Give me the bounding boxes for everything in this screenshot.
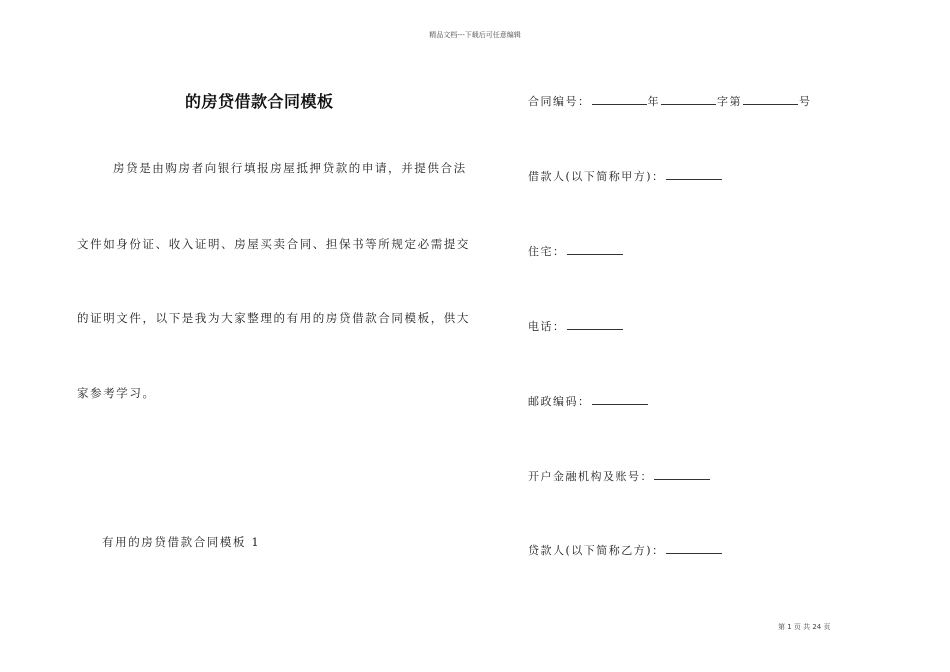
borrower-blank[interactable] (666, 168, 722, 180)
intro-line-2: 文件如身份证、收入证明、房屋买卖合同、担保书等所规定必需提交 (77, 237, 470, 251)
lender-field (528, 542, 723, 558)
contract-hao-label: 号 (799, 95, 812, 108)
residence-blank[interactable] (567, 243, 623, 255)
postal-code-label: 邮政编码： (528, 395, 591, 408)
postal-code-field (528, 393, 649, 409)
phone-blank[interactable] (567, 318, 623, 330)
section-heading: 有用的房贷借款合同模板 1 (102, 535, 261, 549)
lender-blank[interactable] (666, 542, 722, 554)
contract-zi-label: 字第 (717, 95, 742, 108)
borrower-field (528, 168, 723, 184)
phone-label: 电话： (528, 320, 566, 333)
contract-year-blank[interactable] (592, 93, 647, 105)
residence-label: 住宅： (528, 245, 566, 258)
residence-field (528, 243, 624, 259)
postal-code-blank[interactable] (592, 393, 648, 405)
bank-account-field (528, 468, 711, 484)
intro-line-3: 的证明文件，以下是我为大家整理的有用的房贷借款合同模板，供大 (77, 311, 470, 325)
header-note: 精品文档---下载后可任意编辑 (429, 31, 521, 39)
contract-year-label: 年 (647, 95, 660, 108)
page-number-footer: 第 1 页 共 24 页 (778, 623, 831, 631)
contract-number-field (528, 93, 812, 109)
phone-field (528, 318, 624, 334)
contract-number-label: 合同编号： (528, 95, 591, 108)
document-title: 的房贷借款合同模板 (185, 92, 334, 111)
intro-line-4: 家参考学习。 (77, 386, 156, 400)
intro-line-1: 房贷是由购房者向银行填报房屋抵押贷款的申请，并提供合法 (113, 161, 467, 175)
lender-label: 贷款人(以下简称乙方)： (528, 544, 665, 557)
contract-number-blank[interactable] (743, 93, 798, 105)
bank-account-label: 开户金融机构及账号： (528, 470, 653, 483)
bank-account-blank[interactable] (654, 468, 710, 480)
contract-zi-blank[interactable] (661, 93, 716, 105)
borrower-label: 借款人(以下简称甲方)： (528, 170, 665, 183)
